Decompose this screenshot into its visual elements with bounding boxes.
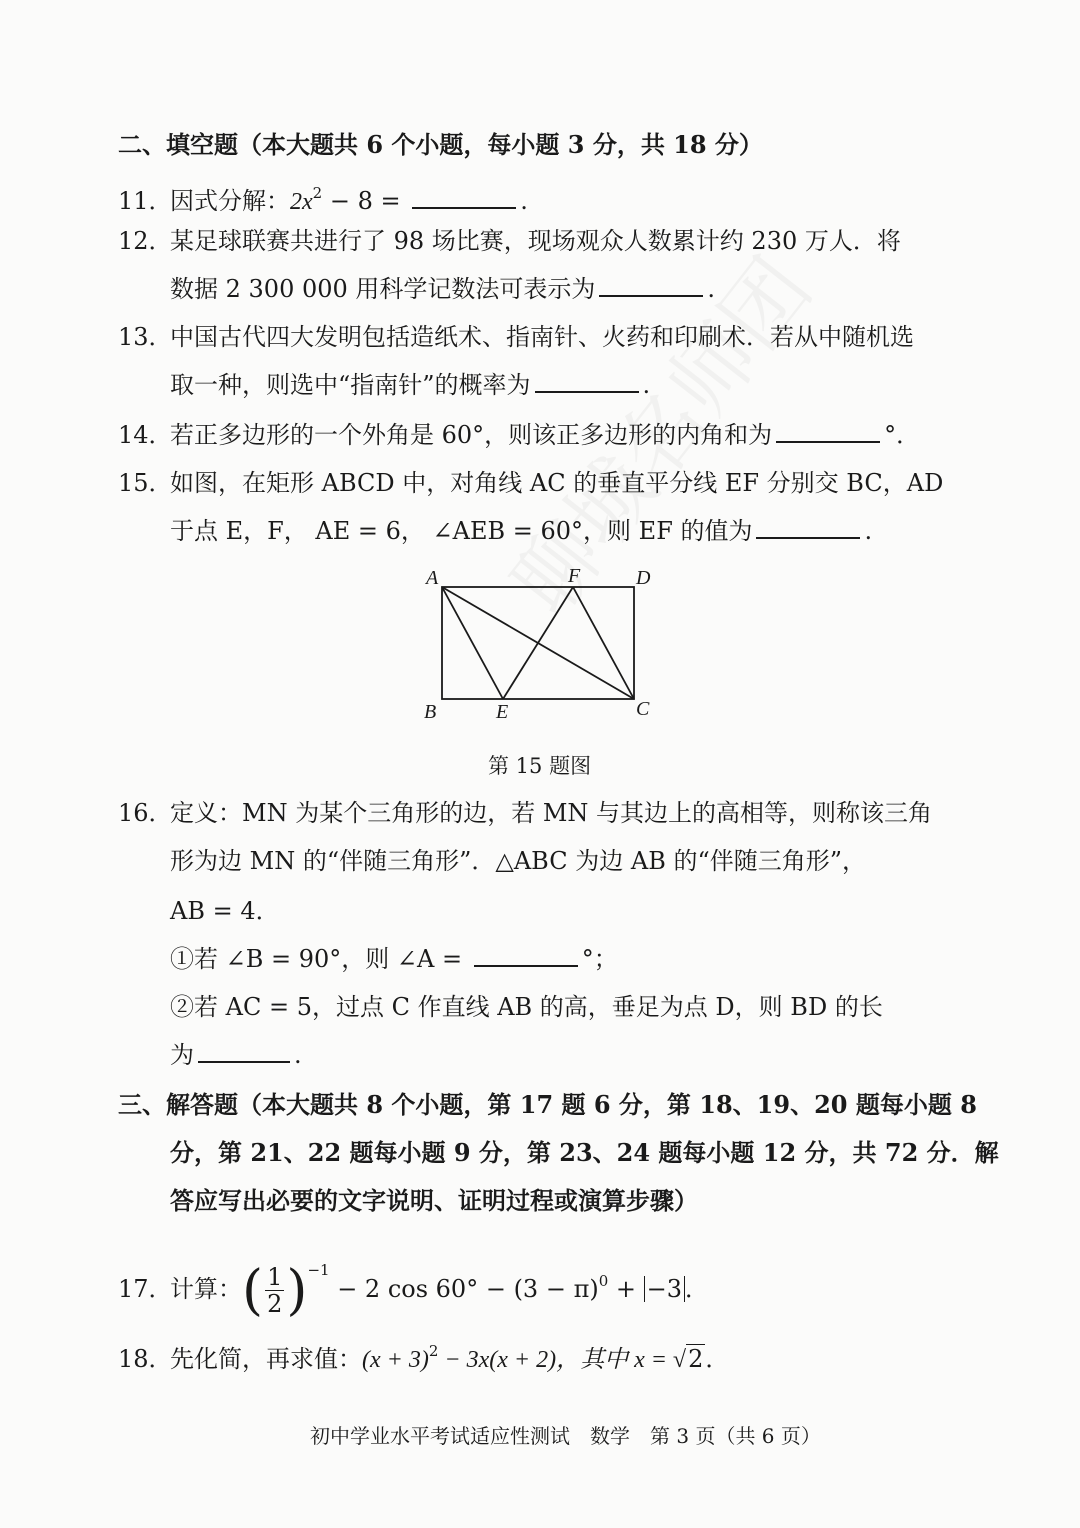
fraction: $\frac{1}{2}$ [267, 1263, 283, 1318]
answer-blank[interactable] [599, 273, 703, 297]
math-expr: (x + 3) [362, 1347, 429, 1373]
question-12 [118, 224, 901, 258]
answer-blank[interactable] [412, 185, 516, 209]
question-16-part-2: ②若 AC = 5，过点 C 作直线 AB 的高，垂足为点 D，则 BD 的长 [170, 993, 883, 1021]
question-text: 因式分解： [170, 187, 290, 215]
square-root: 2 [688, 1345, 704, 1373]
section-3-title-line-3: 答应写出必要的文字说明、证明过程或演算步骤） [170, 1186, 698, 1215]
question-number: 13． [118, 323, 173, 351]
question-13 [118, 320, 914, 354]
question-text: 先化简，再求值： [170, 1345, 362, 1373]
question-end: . [707, 275, 716, 303]
question-11 [118, 176, 528, 219]
question-end: . [864, 517, 873, 545]
label-a: A [426, 567, 439, 589]
question-end: ． [705, 1345, 730, 1373]
question-end: . [642, 371, 651, 399]
question-16 [118, 796, 932, 830]
question-text: 如图，在矩形 ABCD 中，对角线 AC 的垂直平分线 EF 分别交 BC，AD [170, 469, 944, 497]
question-15-line-2 [170, 514, 872, 548]
question-17: 17．计算：( $\frac{1}{2}$ )$^{-1}$ − 2 $\cos 60^\circ - (3 - \pi)^0 + -3$ ． [118, 1258, 710, 1322]
question-number: 12． [118, 227, 173, 255]
label-c: C [636, 698, 650, 720]
page-footer: 初中学业水平考试适应性测试 数学 第 3 页（共 6 页） [310, 1424, 821, 1448]
figure-caption: 第 15 题图 [488, 754, 592, 778]
question-text: 为 [170, 1041, 194, 1069]
question-text: 中国古代四大发明包括造纸术、指南针、火药和印刷术．若从中随机选 [170, 323, 914, 351]
question-text: 若正多边形的一个外角是 60°，则该正多边形的内角和为 [170, 421, 773, 449]
question-16-part-2-line-2 [170, 1038, 302, 1072]
answer-blank[interactable] [474, 943, 578, 967]
math-expr: − 2 cos 60° − (3 − π) [329, 1275, 599, 1303]
answer-blank[interactable] [756, 515, 860, 539]
question-16-line-3: AB = 4． [170, 897, 280, 925]
question-14 [118, 418, 920, 452]
math-exponent: 0 [598, 1272, 609, 1290]
question-text: ①若 ∠B = 90°，则 ∠A = [170, 945, 470, 973]
answer-blank[interactable] [776, 419, 880, 443]
question-18 [118, 1334, 729, 1377]
math-expr: 2x [290, 189, 313, 215]
math-expr: − 8 = [322, 187, 409, 215]
question-number: 17． [118, 1275, 173, 1303]
question-text: 于点 E，F， AE = 6， ∠AEB = 60°，则 EF 的值为 [170, 517, 753, 545]
question-end: . [294, 1041, 302, 1069]
figure-15-diagram [410, 560, 670, 730]
segment-ef [503, 587, 573, 699]
answer-blank[interactable] [535, 369, 639, 393]
math-exponent: 2 [312, 184, 323, 202]
question-16-part-1 [170, 942, 618, 976]
question-16-line-2: 形为边 MN 的“伴随三角形”．△ABC 为边 AB 的“伴随三角形”， [170, 847, 866, 875]
math-exponent: 2 [428, 1342, 439, 1360]
label-d: D [636, 567, 651, 589]
math-expr: − 3x(x + 2)，其中 x = √ [438, 1347, 687, 1373]
question-text: 取一种，则选中“指南针”的概率为 [170, 371, 531, 399]
label-f: F [568, 565, 581, 587]
section-3-title: 三、解答题（本大题共 8 个小题，第 17 题 6 分，第 18、19、20 题每小题 8 [118, 1090, 977, 1119]
question-text: 定义：MN 为某个三角形的边，若 MN 与其边上的高相等，则称该三角 [170, 799, 933, 827]
section-3-title-line-2: 分，第 21、22 题每小题 9 分，第 23、24 题每小题 12 分，共 72 分．解 [170, 1138, 999, 1167]
question-number: 15． [118, 469, 173, 497]
answer-blank[interactable] [198, 1039, 290, 1063]
math-exponent: −1 [307, 1261, 330, 1279]
question-13-line-2 [170, 368, 650, 402]
question-end: . [520, 187, 528, 215]
question-end: ． [685, 1275, 710, 1303]
label-e: E [496, 701, 509, 723]
question-number: 18． [118, 1345, 173, 1373]
question-text: 计算： [170, 1275, 242, 1303]
label-b: B [424, 701, 437, 723]
question-text: 数据 2 300 000 用科学记数法可表示为 [170, 275, 596, 303]
question-text: 某足球联赛共进行了 98 场比赛，现场观众人数累计约 230 万人．将 [170, 227, 901, 255]
question-12-line-2 [170, 272, 715, 306]
math-expr: + [608, 1275, 644, 1303]
section-2-title: 二、填空题（本大题共 6 个小题，每小题 3 分，共 18 分） [118, 130, 763, 159]
absolute-value: −3 [644, 1276, 685, 1302]
question-number: 11． [118, 187, 173, 215]
question-end: °； [581, 945, 618, 973]
question-15 [118, 466, 943, 500]
question-number: 14． [118, 421, 173, 449]
question-number: 16． [118, 799, 173, 827]
question-end: °． [884, 421, 921, 449]
